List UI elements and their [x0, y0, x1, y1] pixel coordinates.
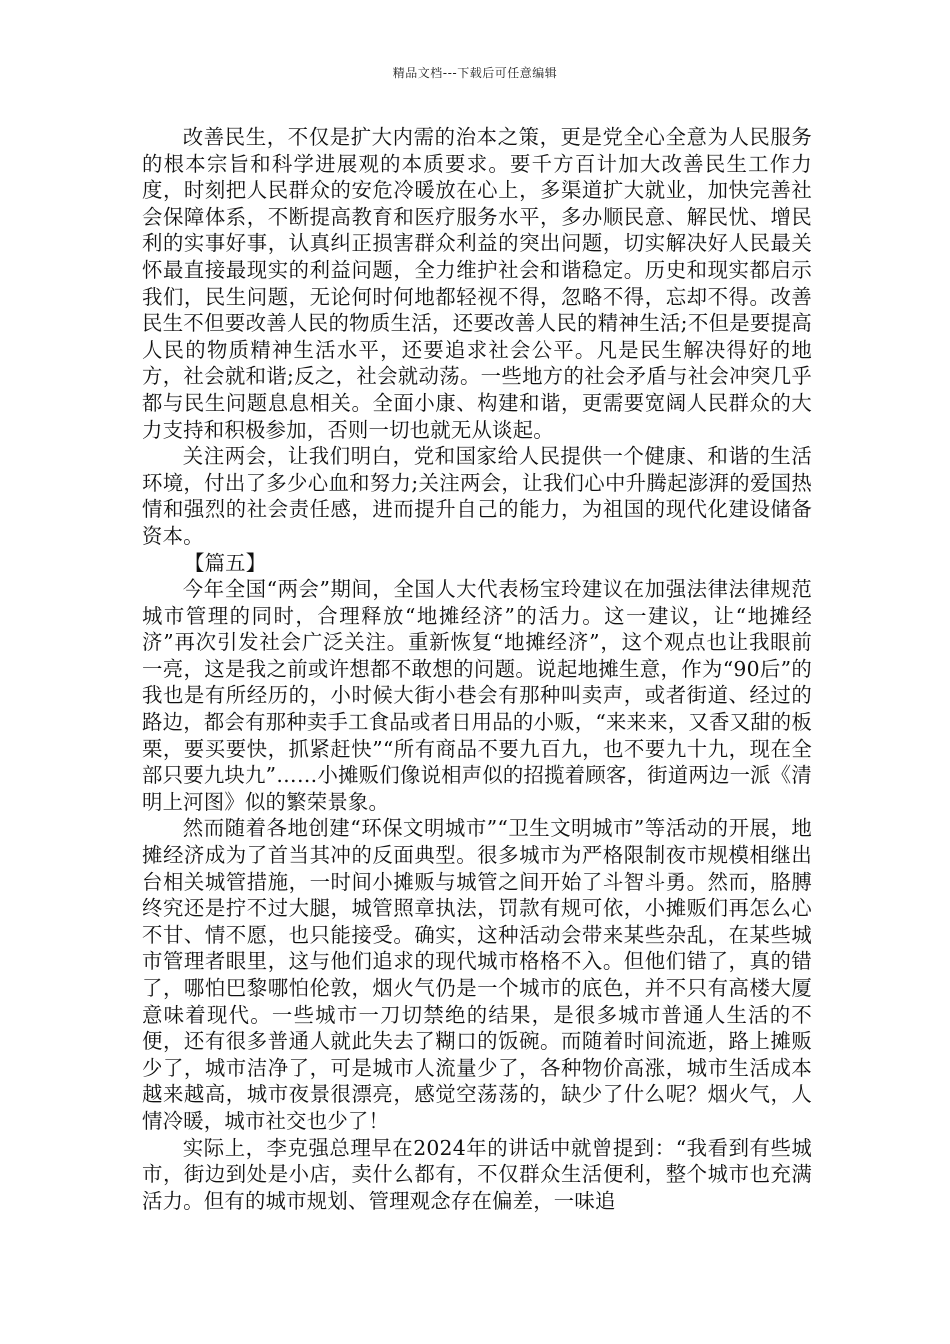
document-body — [142, 124, 812, 1214]
paragraph-3: 今年全国“两会”期间，全国人大代表杨宝玲建议在加强法律法律规范城市管理的同时，合理释放“地摊经济”的活力。这一建议，让“地摊经济”再次引发社会广泛关注。重新恢复“地摊经济”，这个观点也让我眼前一亮，这是我之前或许想都不敢想的问题。说起地摊生意，作为“90后”的我也是有所经历的，小时候大街小巷会有那种叫卖声，或者街道、经过的路边，都会有那种卖手工食品或者日用品的小贩，“来来来，又香又甜的板栗，要买要快，抓紧赶快”“所有商品不要九百九，也不要九十九，现在全部只要九块九”……小摊贩们像说相声似的招揽着顾客，街道两边一派《清明上河图》似的繁荣景象。 — [142, 577, 812, 814]
page-header: 精品文档---下载后可任意编辑 — [392, 66, 558, 80]
section-heading: 【篇五】 — [184, 550, 267, 575]
paragraph-2: 关注两会，让我们明白，党和国家给人民提供一个健康、和谐的生活环境，付出了多少心血和努力;关注两会，让我们心中升腾起澎湃的爱国热情和强烈的社会责任感，进而提升自己的能力，为祖国的现代化建设储备资本。 — [142, 444, 812, 548]
paragraph-1: 改善民生，不仅是扩大内需的治本之策，更是党全心全意为人民服务的根本宗旨和科学进展观的本质要求。要千方百计加大改善民生工作力度，时刻把人民群众的安危冷暖放在心上，多渠道扩大就业，加快完善社会保障体系，不断提高教育和医疗服务水平，多办顺民意、解民忧、增民利的实事好事，认真纠正损害群众利益的突出问题，切实解决好人民最关怀最直接最现实的利益问题，全力维护社会和谐稳定。历史和现实都启示我们，民生问题，无论何时何地都轻视不得，忽略不得，忘却不得。改善民生不但要改善人民的物质生活，还要改善人民的精神生活;不但是要提高人民的物质精神生活水平，还要追求社会公平。凡是民生解决得好的地方，社会就和谐;反之，社会就动荡。一些地方的社会矛盾与社会冲突几乎都与民生问题息息相关。全面小康、构建和谐，更需要宽阔人民群众的大力支持和积极参加，否则一切也就无从谈起。 — [142, 125, 812, 442]
paragraph-5: 实际上，李克强总理早在2024年的讲话中就曾提到：“我看到有些城市，街边到处是小店，卖什么都有，不仅群众生活便利，整个城市也充满活力。但有的城市规划、管理观念存在偏差，一味追 — [142, 1135, 812, 1213]
paragraph-4: 然而随着各地创建“环保文明城市”“卫生文明城市”等活动的开展，地摊经济成为了首当其冲的反面典型。很多城市为严格限制夜市规模相继出台相关城管措施，一时间小摊贩与城管之间开始了斗智斗勇。然而，胳膊终究还是拧不过大腿，城管照章执法，罚款有规可依，小摊贩们再怎么心不甘、情不愿，也只能接受。确实，这种活动会带来某些杂乱，在某些城市管理者眼里，这与他们追求的现代城市格格不入。但他们错了，真的错了，哪怕巴黎哪怕伦敦，烟火气仍是一个城市的底色，并不只有高楼大厦意味着现代。一些城市一刀切禁绝的结果，是很多城市普通人生活的不便，还有很多普通人就此失去了糊口的饭碗。而随着时间流逝，路上摊贩少了，城市洁净了，可是城市人流量少了，各种物价高涨，城市生活成本越来越高，城市夜景很漂亮，感觉空荡荡的，缺少了什么呢？烟火气，人情冷暖，城市社交也少了！ — [142, 816, 812, 1133]
